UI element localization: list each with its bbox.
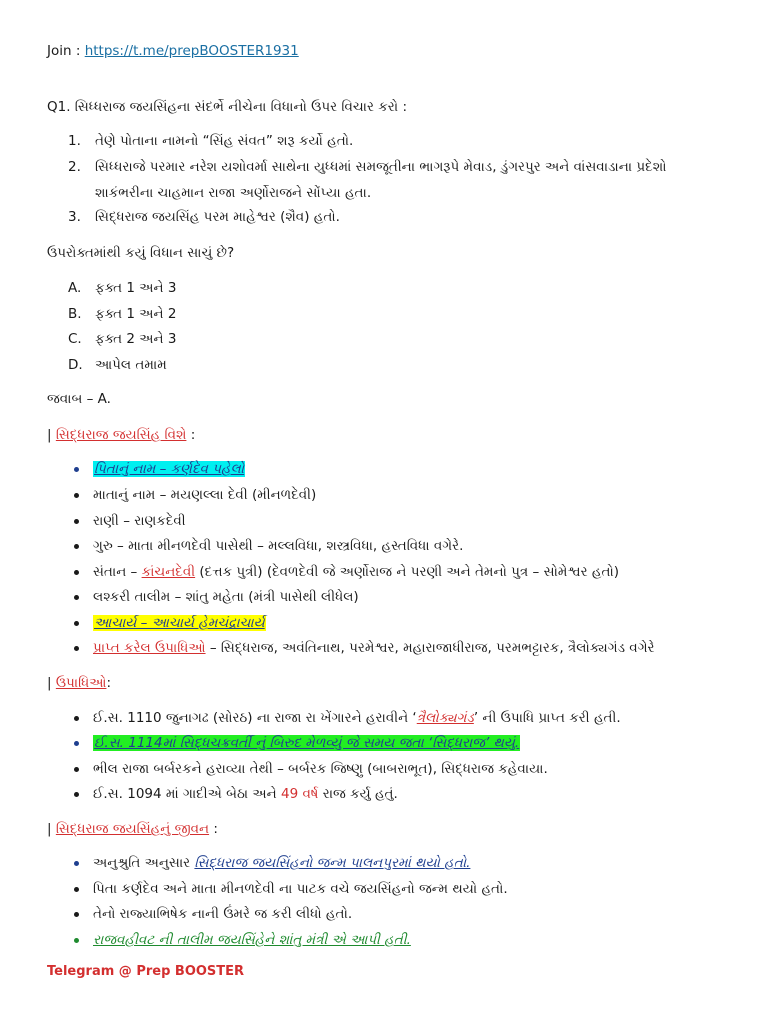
child-item: [93, 562, 619, 582]
heading-bar: |: [47, 427, 56, 443]
bullet-icon: [74, 716, 79, 721]
statement-1: તેણે પોતાના નામનો “સિંહ સંવત” શરૂ કર્યો હતો.: [95, 133, 354, 149]
bullet-icon: [74, 767, 79, 772]
bullet-icon: [74, 493, 79, 498]
option-key: B.: [68, 306, 82, 322]
acharya-item: [93, 613, 266, 633]
question-prompt: ઉપરોક્તમાંથી કયું વિધાન સાચું છે?: [47, 245, 235, 261]
queen-item: રાણી – રાણકદેવી: [93, 513, 186, 529]
statement-2-line-2: શાકંભરીના ચાહમાન રાજા અર્ણોરાજને સોંપ્યા હતા.: [95, 185, 372, 201]
option-a: ફક્ત 1 અને 3: [95, 280, 177, 296]
bullet-icon: [74, 570, 79, 575]
heading-bar: |: [47, 821, 56, 837]
option-key: D.: [68, 357, 83, 373]
option-key: A.: [68, 280, 82, 296]
section-heading-life: [47, 819, 218, 839]
military-item: લશ્કરી તાલીમ – શાંતુ મહેતા (મંત્રી પાસેથી લીધેલ): [93, 589, 359, 605]
join-line: [47, 41, 299, 61]
title-item-2: [93, 733, 520, 753]
father-item: [93, 459, 245, 479]
option-key: C.: [68, 331, 82, 347]
bullet-icon: [74, 861, 79, 866]
heading-colon: :: [209, 821, 218, 837]
titles-label: પ્રાપ્ત કરેલ ઉપાધિઓ: [93, 640, 206, 656]
reign-years: 49 વર્ષ: [281, 786, 319, 802]
title-item-1-suffix: ’ ની ઉપાધિ પ્રાપ્ત કરી હતી.: [473, 710, 621, 726]
bullet-icon: [74, 741, 79, 746]
title-item-4-prefix: ઈ.સ. 1094 માં ગાદીએ બેઠા અને: [93, 786, 281, 802]
titles-text: – સિદ્ધરાજ, અવંતિનાથ, પરમેશ્વર, મહારાજાધીરાજ, પરમભટ્ટારક, ત્રૈલોક્યગંડ વગેરે: [205, 640, 655, 656]
bullet-icon: [74, 887, 79, 892]
statement-number: 1.: [68, 133, 81, 149]
question-title: Q1. સિધ્ધરાજ જયસિંહના સંદર્ભે નીચેના વિધાનો ઉપર વિચાર કરો :: [47, 99, 407, 115]
bullet-icon: [74, 646, 79, 651]
option-b: ફક્ત 1 અને 2: [95, 306, 177, 322]
statement-number: 2.: [68, 159, 81, 175]
child-suffix: (દત્તક પુત્રી) (દેવળદેવી જે અર્ણોરાજ ને પરણી અને તેમનો પુત્ર – સોમેશ્વર હતો): [195, 564, 620, 580]
section-heading-about: [47, 425, 195, 445]
child-prefix: સંતાન –: [93, 564, 142, 580]
statement-3: સિદ્ધરાજ જયસિંહ પરમ માહેશ્વર (શૈવ) હતો.: [95, 209, 340, 225]
heading-text: સિદ્ધરાજ જયસિંહ વિશે: [55, 427, 187, 443]
life-item-4: [93, 930, 411, 950]
titles-item: [93, 638, 655, 658]
bullet-icon: [74, 938, 79, 943]
statement-2-line-1: સિધ્ધરાજે પરમાર નરેશ યશોવર્મા સાથેના યુધ્ધમાં સમજૂતીના ભાગરૂપે મેવાડ, ડુંગરપુર અને વાંસવાડાના પ્રદેશો: [95, 159, 667, 175]
statement-number: 3.: [68, 209, 81, 225]
heading-text: ઉપાધિઓ: [55, 675, 107, 691]
title-item-1-prefix: ઈ.સ. 1110 જુનાગઢ (સોરઠ) ના રાજા રા ખેંગારને હરાવીને ‘: [93, 710, 417, 726]
trailokyagand-title: ત્રૈલોક્યગંડ: [416, 710, 474, 726]
heading-text: સિદ્ધરાજ જયસિંહનું જીવન: [55, 821, 210, 837]
option-d: આપેલ તમામ: [95, 357, 167, 373]
heading-bar: |: [47, 675, 56, 691]
section-heading-titles: [47, 673, 111, 693]
answer: જવાબ – A.: [47, 391, 111, 407]
bullet-icon: [74, 621, 79, 626]
title-item-4-suffix: રાજ કર્યુ હતું.: [318, 786, 398, 802]
birthplace-highlight: સિદ્ધરાજ જયસિંહનો જન્મ પાલનપુરમાં થયો હતો.: [194, 855, 471, 871]
life-item-2: પિતા કર્ણદેવ અને માતા મીનળદેવી ના પાટક વચે જયસિંહનો જન્મ થયો હતો.: [93, 881, 508, 897]
bullet-icon: [74, 912, 79, 917]
child-name: કાંચનદેવી: [141, 564, 196, 580]
bullet-icon: [74, 544, 79, 549]
bullet-icon: [74, 595, 79, 600]
join-label: Join :: [47, 43, 85, 59]
heading-colon: :: [106, 675, 112, 691]
heading-colon: :: [186, 427, 196, 443]
bullet-icon: [74, 519, 79, 524]
siddhachakravarti-highlight: ઈ.સ. 1114માં સિદ્ધચક્રવર્તી નું બિરુદ મેળવ્યું જે સમય જતા ‘સિદ્ધરાજ’ થયું.: [94, 735, 520, 751]
acharya-highlight: આચાર્ય – આચાર્ય હેમચંદ્રાચાર્ય: [94, 615, 265, 631]
footer-telegram: Telegram @ Prep BOOSTER: [47, 964, 245, 979]
option-c: ફક્ત 2 અને 3: [95, 331, 177, 347]
life-item-1-prefix: અનુશ્રુતિ અનુસાર: [93, 855, 195, 871]
father-highlight: પિતાનું નામ – કર્ણદેવ પહેલો: [94, 461, 245, 477]
mother-item: માતાનું નામ – મયણલ્લા દેવી (મીનળદેવી): [93, 487, 317, 503]
telegram-link[interactable]: https://t.me/prepBOOSTER1931: [84, 43, 299, 59]
title-item-1: [93, 708, 621, 728]
bullet-icon: [74, 467, 79, 472]
training-highlight: રાજવહીવટ ની તાલીમ જયસિંહેને શાંતુ મંત્રી એ આપી હતી.: [93, 932, 411, 948]
life-item-3: તેનો રાજ્યાભિષેક નાની ઉંમરે જ કરી લીધો હતો.: [93, 906, 353, 922]
title-item-3: ભીલ રાજા બર્બરકને હરાવ્યા તેથી – બર્બરક જિષ્ણુ (બાબરાભૂત), સિદ્ધરાજ કહેવાયા.: [93, 761, 548, 777]
title-item-4: [93, 784, 398, 804]
life-item-1: [93, 853, 470, 873]
guru-item: ગુરુ – માતા મીનળદેવી પાસેથી – મલ્લવિધા, શસ્ત્રવિધા, હસ્તવિધા વગેરે.: [93, 538, 464, 554]
bullet-icon: [74, 792, 79, 797]
